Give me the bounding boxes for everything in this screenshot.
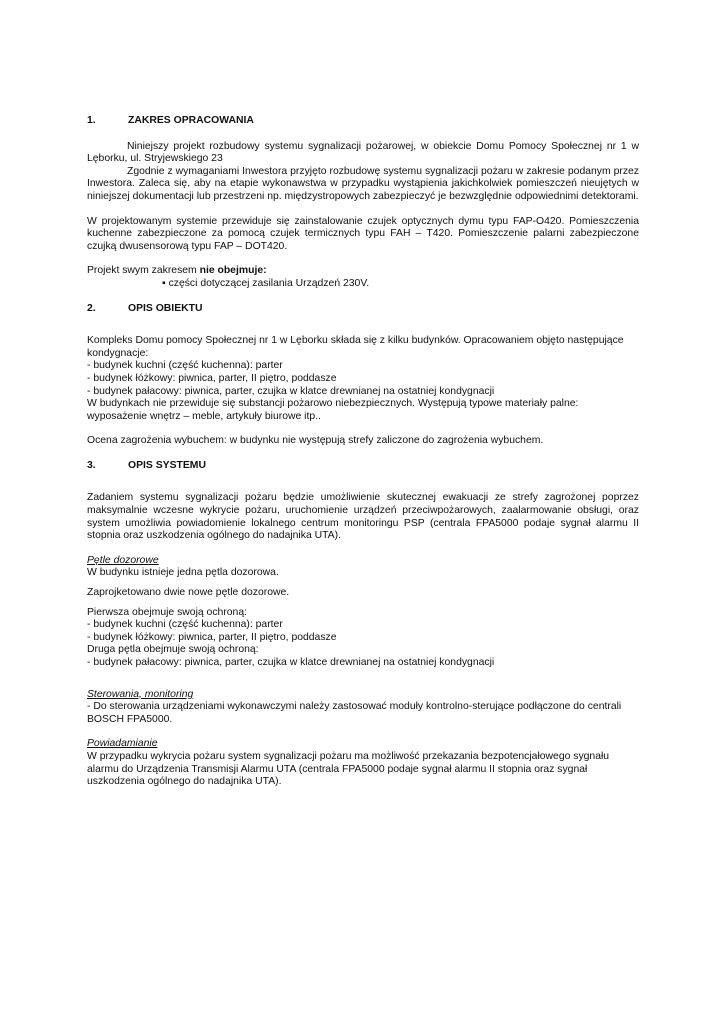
subsection-title: Powiadamianie — [87, 738, 158, 750]
paragraph: Kompleks Domu pomocy Społecznej nr 1 w Lęborku składa się z kilku budynków. Opracowaniem objęto następujące kondygnacje: — [87, 335, 624, 359]
list-item: - budynek pałacowy: piwnica, parter, czujka w klatce drewnianej na ostatniej kondygnacji — [87, 657, 495, 668]
paragraph: W budynkach nie przewiduje się substancji pożarowo niebezpiecznych. Występują typowe materiały palne: wyposażenie wnętrz – meble, artykuły biurowe itp.. — [87, 398, 579, 422]
subsection-title: Pętle dozorowe — [87, 554, 159, 566]
bullet-item: ▪ części dotyczącej zasilania Urządzeń 230V. — [162, 277, 370, 289]
section-number: 3. — [87, 459, 96, 471]
paragraph: Druga pętla obejmuje swoją ochroną: — [87, 644, 259, 656]
paragraph: Ocena zagrożenia wybuchem: w budynku nie występują strefy zaliczone do zagrożenia wybuchem. — [87, 435, 544, 447]
document-body — [87, 115, 639, 789]
paragraph: Zadaniem systemu sygnalizacji pożaru będzie umożliwienie skutecznej ewakuacji ze strefy zagrożonej poprzez maksymalnie wczesne wykrycie pożaru, uruchomienie urządzeń przeciwpożarowych, zaalarmowanie obsługi, oraz system umożliwia powiadomienie lokalnego centrum monitoringu PSP (centrala FPA5000 podaje sygnał alarmu II stopnia oraz uszkodzenia ogólnego do nadajnika UTA). — [87, 492, 639, 542]
scope-bold-text: nie obejmuje: — [199, 265, 267, 277]
section-title: ZAKRES OPRACOWANIA — [128, 115, 254, 126]
paragraph: W budynku istnieje jedna pętla dozorowa. — [87, 567, 279, 579]
section-1-heading — [87, 115, 639, 128]
paragraph: Pierwsza obejmuje swoją ochroną: — [87, 606, 247, 618]
paragraph: Niniejszy projekt rozbudowy systemu sygnalizacji pożarowej, w obiekcie Domu Pomocy Społecznej nr 1 w Lęborku, ul. Stryjewskiego 23 — [87, 140, 639, 165]
list-item: - budynek kuchni (część kuchenna): parter — [87, 619, 283, 631]
section-2-heading — [87, 303, 639, 316]
section-title: OPIS SYSTEMU — [128, 459, 206, 471]
section-3-heading — [87, 460, 639, 473]
scope-line — [87, 265, 639, 278]
scope-text: Projekt swym zakresem — [87, 265, 200, 277]
paragraph: - Do sterowania urządzeniami wykonawczymi należy zastosować moduły kontrolno-sterujące podłączone do centrali BOSCH FPA5000. — [87, 701, 622, 725]
section-number: 1. — [87, 115, 96, 126]
subsection-title: Sterowania, monitoring — [87, 688, 194, 700]
section-title: OPIS OBIEKTU — [128, 302, 203, 314]
paragraph: Zaprojketowano dwie nowe pętle dozorowe. — [87, 587, 290, 599]
paragraph: Zgodnie z wymaganiami Inwestora przyjęto rozbudowę systemu sygnalizacji pożaru w zakresie podanym przez Inwestora. Zaleca się, aby na etapie wykonawstwa w przypadku wystąpienia jakichkolwiek pomieszczeń nieujętych w niniejszej dokumentacji lub przestrzeni np. międzystropowych zabezpieczyć je bezwzględnie odpowiednimi detektorami. — [87, 165, 639, 202]
list-item: - budynek pałacowy: piwnica, parter, czujka w klatce drewnianej na ostatniej kondygnacji — [87, 385, 495, 397]
paragraph: W projektowanym systemie przewiduje się zainstalowanie czujek optycznych dymu typu FAP-O420. Pomieszczenia kuchenne zabezpieczone za pomocą czujek termicznych typu FAH – T420. Pomieszczenie palarni zabezpieczone czujką dwusensorową typu FAP – DOT420. — [87, 215, 639, 252]
section-number: 2. — [87, 302, 96, 314]
list-item: - budynek łóżkowy: piwnica, parter, II piętro, poddasze — [87, 631, 337, 643]
list-item: - budynek łóżkowy: piwnica, parter, II piętro, poddasze — [87, 372, 337, 384]
paragraph: W przypadku wykrycia pożaru system sygnalizacji pożaru ma możliwość przekazania bezpotencjałowego sygnału alarmu do Urządzenia Transmisji Alarmu UTA (centrala FPA5000 podaje sygnał alarmu II stopnia oraz sygnał uszkodzenia ogólnego do nadajnika UTA). — [87, 750, 610, 788]
list-item: - budynek kuchni (część kuchenna): parter — [87, 360, 283, 372]
